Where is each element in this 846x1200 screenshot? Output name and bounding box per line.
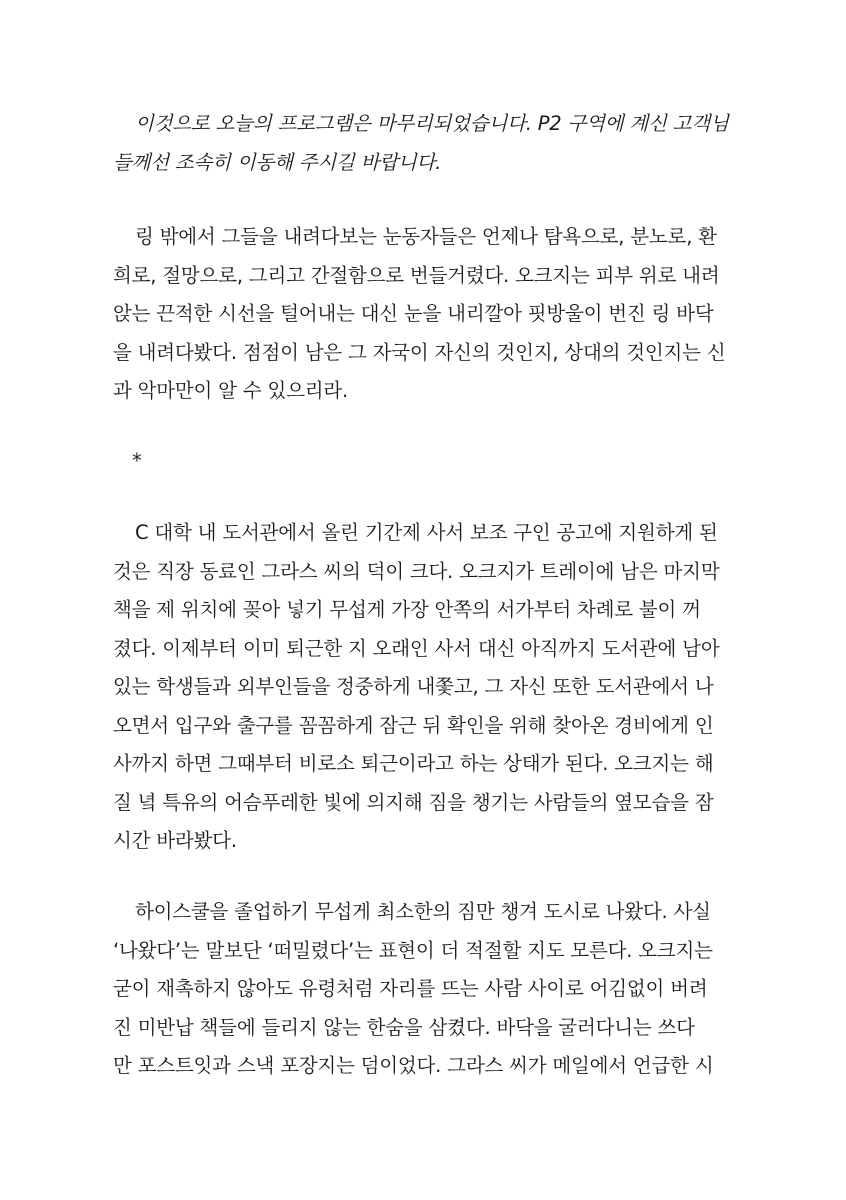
text-line: 링 밖에서 그들을 내려다보는 눈동자들은 언제나 탐욕으로, 분노로, 환 <box>135 225 717 248</box>
scene-break-asterisk: * <box>132 449 142 472</box>
text-line: 책을 제 위치에 꽂아 넣기 무섭게 가장 안쪽의 서가부터 차례로 불이 꺼 <box>113 598 701 621</box>
text-line: 질 녘 특유의 어슴푸레한 빛에 의지해 짐을 챙기는 사람들의 옆모습을 잠 <box>113 790 714 814</box>
text-line: 오면서 입구와 출구를 꼼꼼하게 잠근 뒤 확인을 위해 찾아온 경비에게 인 <box>113 713 714 737</box>
announcement-paragraph <box>113 105 733 182</box>
text-line: 과 악마만이 알 수 있으리라. <box>113 379 348 402</box>
scene-break <box>132 442 752 481</box>
text-line: 있는 학생들과 외부인들을 정중하게 내쫓고, 그 자신 또한 도서관에서 나 <box>113 675 714 698</box>
text-line: 희로, 절망으로, 그리고 간절함으로 번들거렸다. 오크지는 피부 위로 내려 <box>113 263 720 287</box>
text-line: 것은 직장 동료인 그라스 씨의 덕이 크다. 오크지가 트레이에 남은 마지막 <box>113 559 720 583</box>
text-line: ‘나왔다’는 말보단 ‘떠밀렸다’는 표현이 더 적절할 지도 모른다. 오크지는 <box>113 938 713 962</box>
text-line: 시간 바라봤다. <box>113 829 237 852</box>
ring-paragraph <box>113 218 733 411</box>
high-school-paragraph <box>113 893 733 1086</box>
text-line: 진 미반납 책들에 들리지 않는 한숨을 삼켰다. 바닥을 굴러다니는 쓰다 <box>113 1015 695 1039</box>
text-line: 졌다. 이제부터 이미 퇴근한 지 오래인 사서 대신 아직까지 도서관에 남아 <box>113 636 720 660</box>
text-line: 앉는 끈적한 시선을 털어내는 대신 눈을 내리깔아 핏방울이 번진 링 바닥 <box>113 302 714 325</box>
library-paragraph <box>113 514 733 861</box>
text-line: 굳이 재촉하지 않아도 유령처럼 자리를 뜨는 사람 사이로 어김없이 버려 <box>113 977 708 1000</box>
text-line: C 대학 내 도서관에서 올린 기간제 사서 보조 구인 공고에 지원하게 된 <box>135 521 718 544</box>
text-line: 만 포스트잇과 스낵 포장지는 덤이었다. 그라스 씨가 메일에서 언급한 시 <box>113 1054 714 1077</box>
text-line: 사까지 하면 그때부터 비로소 퇴근이라고 하는 상태가 된다. 오크지는 해 <box>113 752 714 775</box>
text-line: 들께선 조속히 이동해 주시길 바랍니다. <box>113 150 442 174</box>
text-line: 이것으로 오늘의 프로그램은 마무리되었습니다. P2 구역에 계신 고객님 <box>135 112 729 135</box>
text-line: 하이스쿨을 졸업하기 무섭게 최소한의 짐만 챙겨 도시로 나왔다. 사실 <box>135 900 711 923</box>
text-line: 을 내려다봤다. 점점이 남은 그 자국이 자신의 것인지, 상대의 것인지는 신 <box>113 340 726 364</box>
